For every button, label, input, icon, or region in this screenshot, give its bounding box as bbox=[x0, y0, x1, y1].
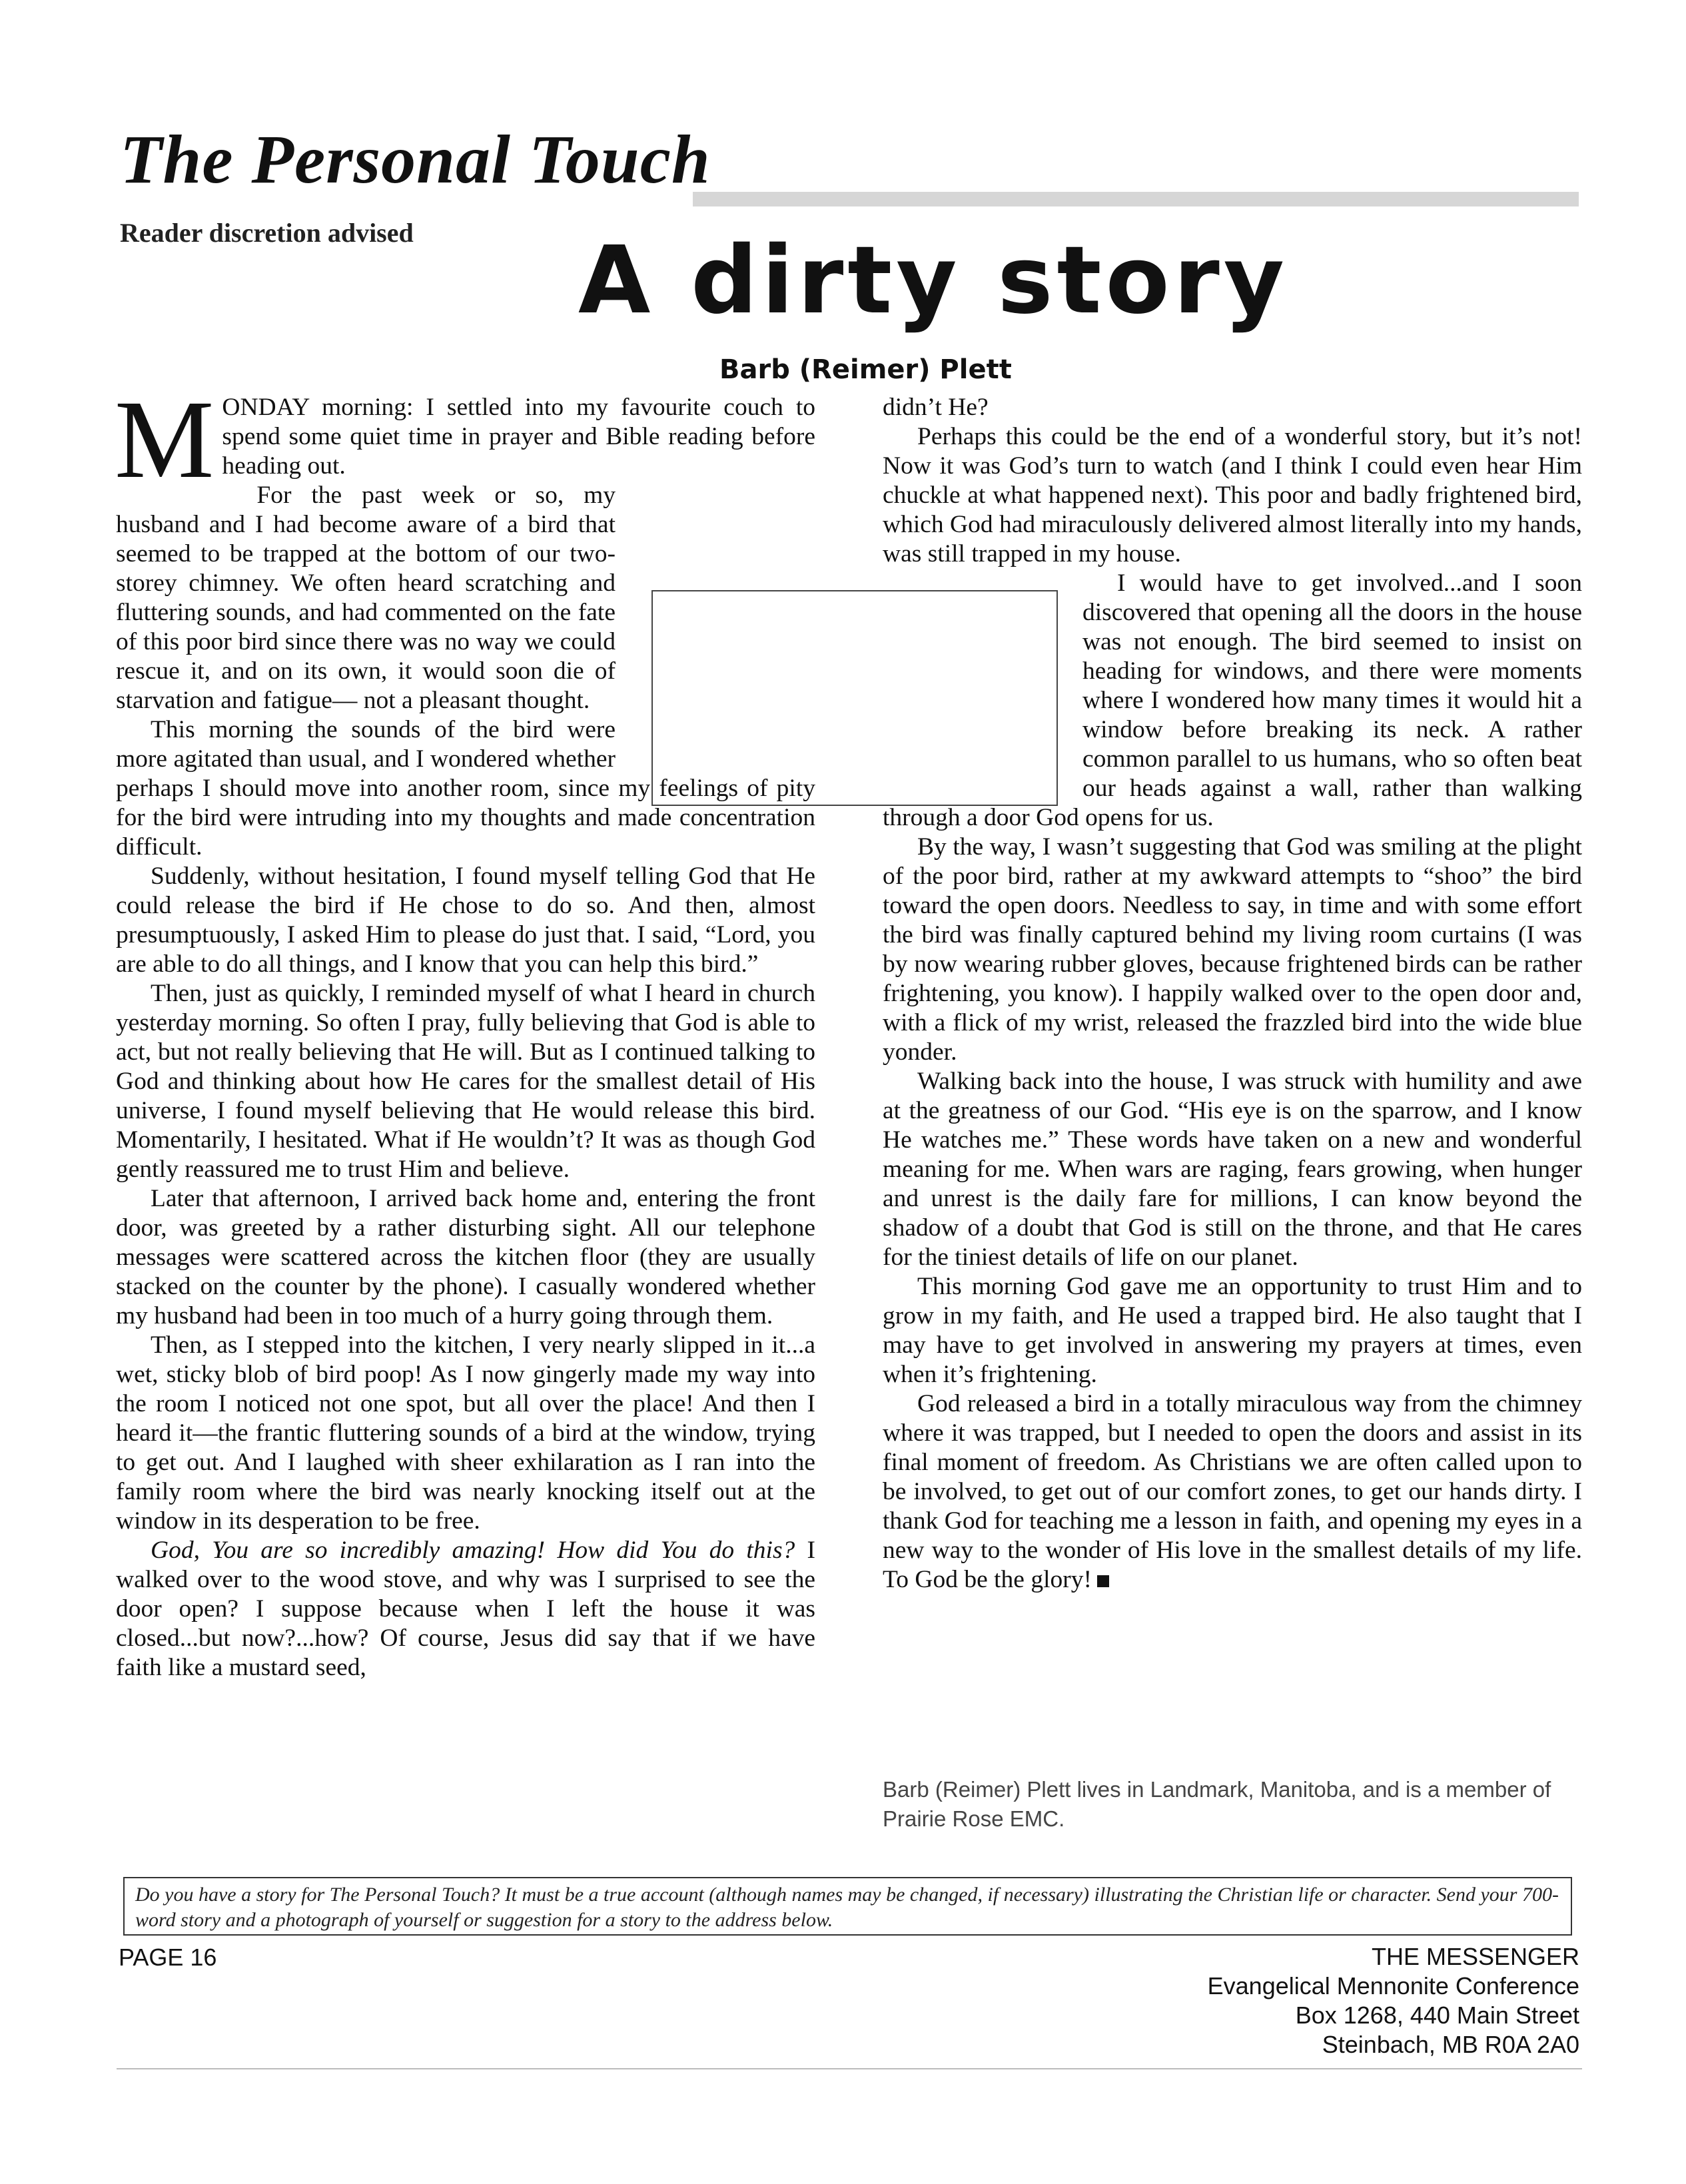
paragraph-6: Then, as I stepped into the kitchen, I very nearly slipped in it...a wet, sticky blob of bird poop! As I now gingerly made my way into the room I noticed not one spot, but all over the place! And then I heard it—the frantic fluttering sounds of a bird at the window, trying to get out. And I laughed with sheer exhilaration as I ran into the family room where the bird was nearly knocking itself out at the window in its desperation to be free. bbox=[116, 1331, 815, 1535]
submission-callout: Do you have a story for The Personal Touch? It must be a true account (although names may be changed, if necessary) illustrating the Christian life or character. Send your 700-word story and a photograph of yourself or suggestion for a story to the address below. bbox=[123, 1877, 1572, 1936]
paragraph-2: This morning the sounds of the bird were more agitated than usual, and I wondered whether perhaps I should move into another room, since my feelings of pity for the bird were intruding into my thoughts and made concentration difficult. bbox=[116, 716, 815, 861]
italic-exclamation: God, You are so incredibly amazing! How did You do this? bbox=[151, 1537, 795, 1564]
article-column-right bbox=[883, 393, 1582, 1595]
paragraph-13: This morning God gave me an opportunity to trust Him and to grow in my faith, and He used a trapped bird. He also taught that I may have to get involved in answering my prayers at times, even when it’s frightening. bbox=[883, 1273, 1582, 1388]
end-of-story-mark bbox=[1097, 1575, 1109, 1587]
paragraph-0: MONDAY morning: I settled into my favourite couch to spend some quiet time in prayer and Bible reading before heading out. bbox=[115, 378, 815, 502]
paragraph-14: God released a bird in a totally miraculous way from the chimney where it was trapped, but I needed to open the doors and assist in its final moment of freedom. As Christians we are often called upon to be involved, to get out of our comfort zones, to get our hands dirty. I thank God for teaching me a lesson in faith, and opening my eyes in a new way to the wonder of His love in the smallest details of my life. To God be the glory! bbox=[883, 1390, 1582, 1593]
drop-cap: M bbox=[115, 378, 214, 502]
paragraph-4: Then, just as quickly, I reminded myself of what I heard in church yesterday morning. So often I pray, fully believing that God is able to act, but not really believing that He will. But as I continued talking to God and thinking about how He cares for the smallest detail of His universe, I found myself believing that He would release this bird. Momentarily, I hesitated. What if He wouldn’t? It was as though God gently reassured me to trust Him and believe. bbox=[116, 980, 815, 1183]
page-number: PAGE 16 bbox=[119, 1944, 217, 1971]
article-headline: A dirty story bbox=[578, 226, 1288, 335]
organization-name: Evangelical Mennonite Conference bbox=[1207, 1972, 1579, 2000]
paragraph-8: didn’t He? bbox=[883, 394, 989, 421]
paragraph-9: Perhaps this could be the end of a wonderful story, but it’s not! Now it was God’s turn to watch (and I think I could even hear Him chuckle at what happened next). This poor and badly frightened bird, which God had miraculously delivered almost literally into my hands, was still trapped in my house. bbox=[883, 423, 1582, 567]
magazine-name: THE MESSENGER bbox=[1371, 1943, 1579, 1970]
series-title: The Personal Touch bbox=[120, 121, 711, 198]
street-address: Box 1268, 440 Main Street bbox=[1295, 2002, 1579, 2029]
city-address: Steinbach, MB R0A 2A0 bbox=[1322, 2031, 1579, 2058]
paragraph-3: Suddenly, without hesitation, I found myself telling God that He could release the bird if He chose to do so. And then, almost presumptuously, I asked Him to please do just that. I said, “Lord, you are able to do all things, and I know that you can help this bird.” bbox=[116, 863, 815, 978]
footer-divider bbox=[117, 2068, 1582, 2069]
discretion-note: Reader discretion advised bbox=[120, 218, 414, 248]
article-byline: Barb (Reimer) Plett bbox=[719, 354, 1012, 385]
header-gray-bar bbox=[693, 192, 1579, 206]
paragraph-12: Walking back into the house, I was struck with humility and awe at the greatness of our God. “His eye is on the sparrow, and I know He watches me.” These words have taken on a new and wonderful meaning for me. When wars are raging, fears growing, when hunger and unrest is the daily fare for millions, I can know beyond the shadow of a doubt that God is still on the throne, and that He cares for the tiniest details of life on our planet. bbox=[883, 1068, 1582, 1271]
article-column-left bbox=[115, 378, 815, 1682]
publisher-address bbox=[1208, 1942, 1579, 2059]
paragraph-5: Later that afternoon, I arrived back home and, entering the front door, was greeted by a rather disturbing sight. All our telephone messages were scattered across the kitchen floor (they are usually stacked on the counter by the phone). I casually wondered whether my husband had been in too much of a hurry going through them. bbox=[116, 1185, 815, 1329]
paragraph-7: God, You are so incredibly amazing! How did You do this? I walked over to the wood stove, and why was I surprised to see the door open? I suppose because when I left the house it was closed...but now?...how? Of course, Jesus did say that if we have faith like a mustard seed, bbox=[116, 1537, 815, 1681]
author-bio: Barb (Reimer) Plett lives in Landmark, Manitoba, and is a member of Prairie Rose EMC. bbox=[883, 1777, 1551, 1831]
paragraph-11: By the way, I wasn’t suggesting that God was smiling at the plight of the poor bird, rather at my awkward attempts to “shoo” the bird toward the open doors. Needless to say, in time and with some effort the bird was finally captured behind my living room curtains (I was by now wearing rubber gloves, because frightened birds can be rather frightening, you know). I happily walked over to the open door and, with a flick of my wrist, released the frazzled bird into the wide blue yonder. bbox=[883, 833, 1582, 1066]
paragraph-1: For the past week or so, my husband and I had become aware of a bird that seemed to be trapped at the bottom of our two-storey chimney. We often heard scratching and fluttering sounds, and had commented on the fate of this poor bird since there was no way we could rescue it, and on its own, it would soon die of starvation and fatigue— not a pleasant thought. bbox=[116, 482, 616, 714]
paragraph-10: I would have to get involved...and I soon discovered that opening all the doors in the house was not enough. The bird seemed to insist on heading for windows, and there were moments where I wondered how many times it would hit a window before breaking its neck. A rather common parallel to us humans, who so often beat our heads against a wall, rather than walking through a door God opens for us. bbox=[883, 569, 1582, 831]
